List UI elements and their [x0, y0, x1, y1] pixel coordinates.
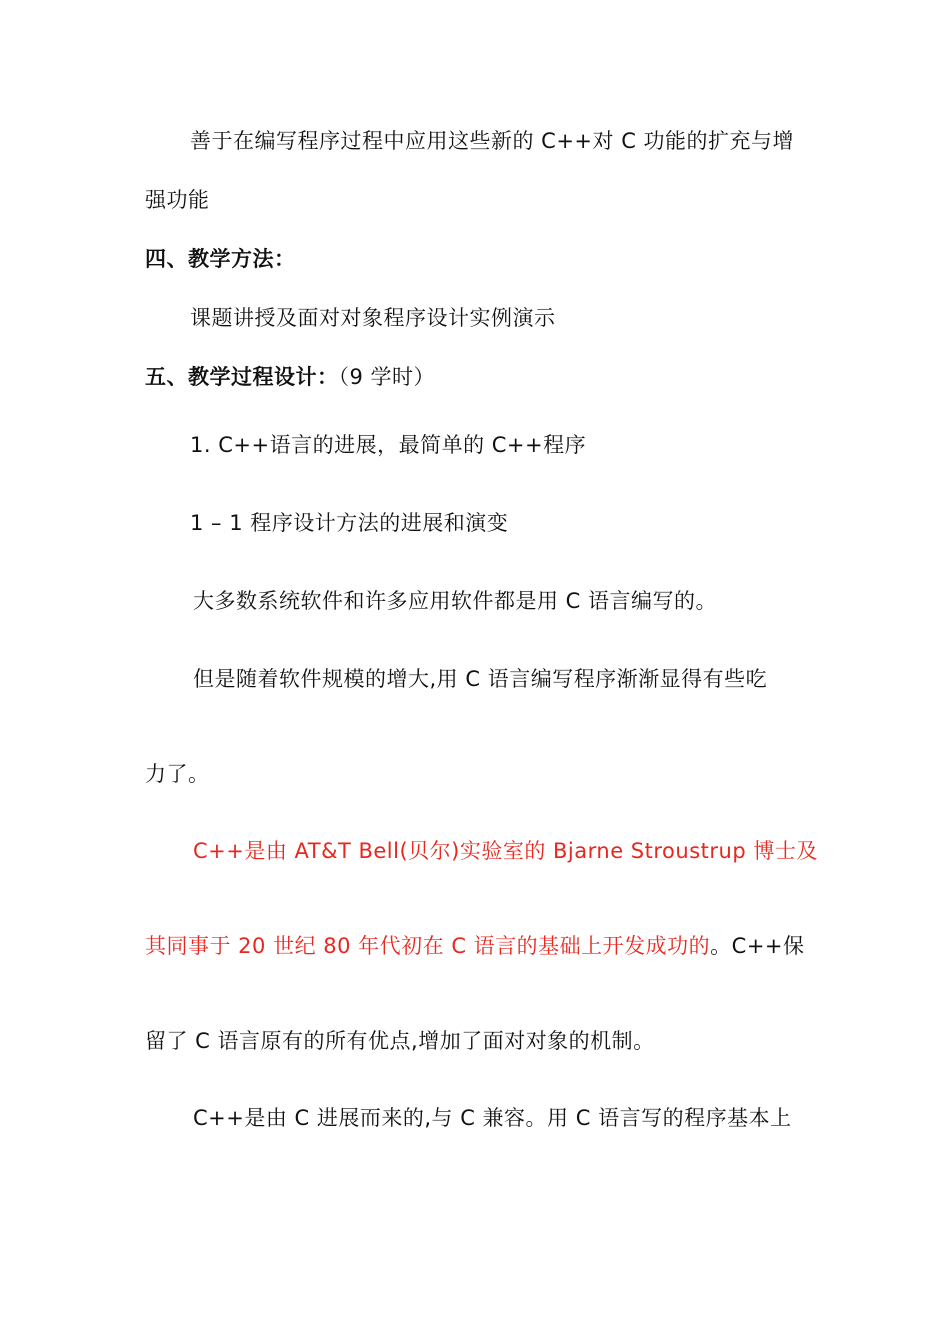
section-heading-1: 1. C++语言的进展，最简单的 C++程序	[190, 433, 587, 457]
paragraph-line-8: 留了 C 语言原有的所有优点,增加了面对对象的机制。	[145, 1029, 655, 1053]
heading-teaching-methods: 四、教学方法：	[145, 247, 296, 271]
highlight-line-2: 其同事于 20 世纪 80 年代初在 C 语言的基础上开发成功的	[145, 934, 711, 958]
paragraph-line-6: 力了。	[145, 762, 210, 786]
heading-teaching-process: 五、教学过程设计：	[145, 365, 339, 389]
highlight-line-1: C++是由 AT&T Bell(贝尔)实验室的 Bjarne Stroustrup 博士及	[193, 839, 818, 863]
paragraph-line-7-start: 。C++保	[710, 934, 805, 958]
heading-teaching-hours: （9 学时）	[338, 365, 436, 389]
paragraph-line-1: 善于在编写程序过程中应用这些新的 C++对 C 功能的扩充与增	[190, 129, 795, 153]
paragraph-line-4: 大多数系统软件和许多应用软件都是用 C 语言编写的。	[193, 589, 718, 613]
heading-teaching-process-row	[145, 362, 435, 392]
paragraph-line-2: 强功能	[145, 188, 210, 212]
paragraph-line-9: C++是由 C 进展而来的,与 C 兼容。用 C 语言写的程序基本上	[193, 1106, 792, 1130]
highlight-line-2-row	[145, 931, 805, 961]
paragraph-line-3: 课题讲授及面对对象程序设计实例演示	[190, 306, 556, 330]
subsection-heading-1-1: 1 – 1 程序设计方法的进展和演变	[190, 511, 509, 535]
paragraph-line-5: 但是随着软件规模的增大,用 C 语言编写程序渐渐显得有些吃	[193, 667, 768, 691]
